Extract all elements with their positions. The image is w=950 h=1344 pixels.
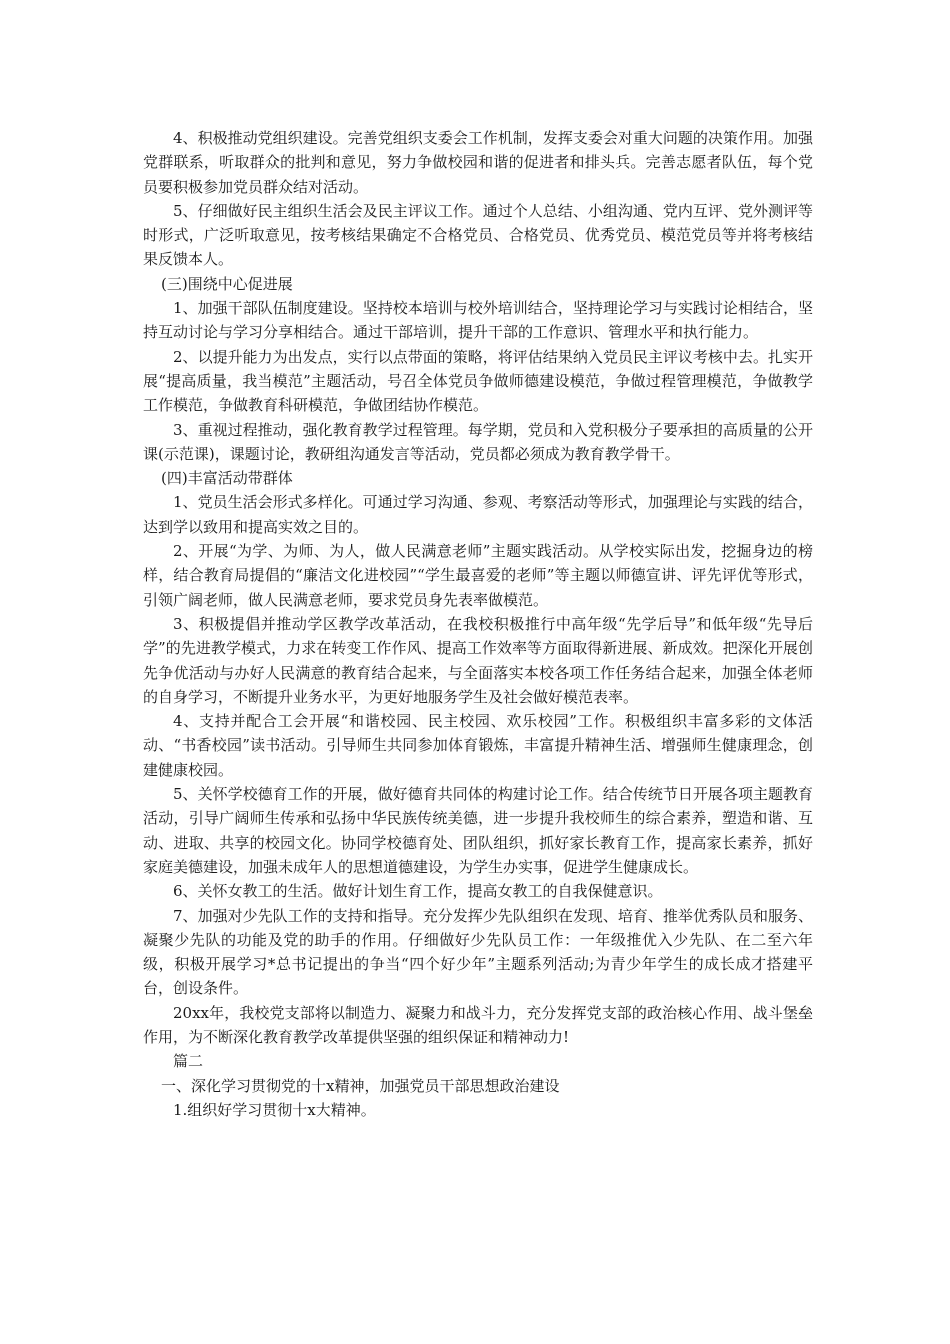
paragraph: 7、加强对少先队工作的支持和指导。充分发挥少先队组织在发现、培育、推举优秀队员和服务、凝聚少先队的功能及党的助手的作用。仔细做好少先队员工作：一年级推优入少先队、在二至六年级，积极开展学习*总书记提出的争当“四个好少年”主题系列活动;为青少年学生的成长成才搭建平台，创设条件。 — [143, 906, 813, 998]
section-heading: (四)丰富活动带群体 — [161, 469, 293, 488]
paragraph: 1、加强干部队伍制度建设。坚持校本培训与校外培训结合，坚持理论学习与实践讨论相结合，坚持互动讨论与学习分享相结合。通过干部培训，提升干部的工作意识、管理水平和执行能力。 — [143, 299, 813, 342]
document-body — [143, 126, 813, 1122]
paragraph: 3、积极提倡并推动学区教学改革活动，在我校积极推行中高年级“先学后导”和低年级“先导后学”的先进教学模式，力求在转变工作作风、提高工作效率等方面取得新进展、新成效。把深化开展创先争优活动与办好人民满意的教育结合起来，与全面落实本校各项工作任务结合起来，加强全体老师的自身学习，不断提升业务水平，为更好地服务学生及社会做好模范表率。 — [143, 614, 813, 706]
paragraph: 3、重视过程推动，强化教育教学过程管理。每学期，党员和入党积极分子要承担的高质量的公开课(示范课)，课题讨论，教研组沟通发言等活动，党员都必须成为教育教学骨干。 — [143, 420, 813, 463]
paragraph: 20xx年，我校党支部将以制造力、凝聚力和战斗力，充分发挥党支部的政治核心作用、战斗堡垒作用，为不断深化教育教学改革提供坚强的组织保证和精神动力! — [143, 1003, 813, 1046]
paragraph: 5、仔细做好民主组织生活会及民主评议工作。通过个人总结、小组沟通、党内互评、党外测评等时形式，广泛听取意见，按考核结果确定不合格党员、合格党员、优秀党员、模范党员等并将考核结果反馈本人。 — [143, 201, 813, 269]
paragraph: 6、关怀女教工的生活。做好计划生育工作，提高女教工的自我保健意识。 — [173, 882, 663, 901]
paragraph: 篇二 — [173, 1052, 204, 1071]
paragraph: 2、以提升能力为出发点，实行以点带面的策略，将评估结果纳入党员民主评议考核中去。扎实开展“提高质量，我当模范”主题活动，号召全体党员争做师德建设模范，争做过程管理模范，争做教学工作模范，争做教育科研模范，争做团结协作模范。 — [143, 347, 813, 415]
paragraph: 1.组织好学习贯彻十x大精神。 — [173, 1100, 376, 1119]
paragraph: 5、关怀学校德育工作的开展，做好德育共同体的构建讨论工作。结合传统节日开展各项主题教育活动，引导广阔师生传承和弘扬中华民族传统美德，进一步提升我校师生的综合素养，塑造和谐、互动、进取、共享的校园文化。协同学校德育处、团队组织，抓好家长教育工作，提高家长素养，抓好家庭美德建设，加强未成年人的思想道德建设，为学生办实事，促进学生健康成长。 — [143, 785, 813, 876]
paragraph: 1、党员生活会形式多样化。可通过学习沟通、参观、考察活动等形式，加强理论与实践的结合，达到学以致用和提高实效之目的。 — [143, 493, 813, 536]
paragraph: 4、支持并配合工会开展“和谐校园、民主校园、欢乐校园”工作。积极组织丰富多彩的文体活动、“书香校园”读书活动。引导师生共同参加体育锻炼，丰富提升精神生活、增强师生健康理念，创建健康校园。 — [143, 712, 813, 779]
paragraph: 4、积极推动党组织建设。完善党组织支委会工作机制，发挥支委会对重大问题的决策作用。加强党群联系，听取群众的批判和意见，努力争做校园和谐的促进者和排头兵。完善志愿者队伍，每个党员要积极参加党员群众结对活动。 — [143, 129, 813, 196]
paragraph: 2、开展“为学、为师、为人，做人民满意老师”主题实践活动。从学校实际出发，挖掘身边的榜样，结合教育局提倡的“廉洁文化进校园”“学生最喜爱的老师”等主题以师德宣讲、评先评优等形式，引领广阔老师，做人民满意老师，要求党员身先表率做模范。 — [143, 542, 813, 609]
section-heading: (三)围绕中心促进展 — [161, 274, 293, 293]
section-heading: 一、深化学习贯彻党的十x精神，加强党员干部思想政治建设 — [161, 1076, 560, 1095]
